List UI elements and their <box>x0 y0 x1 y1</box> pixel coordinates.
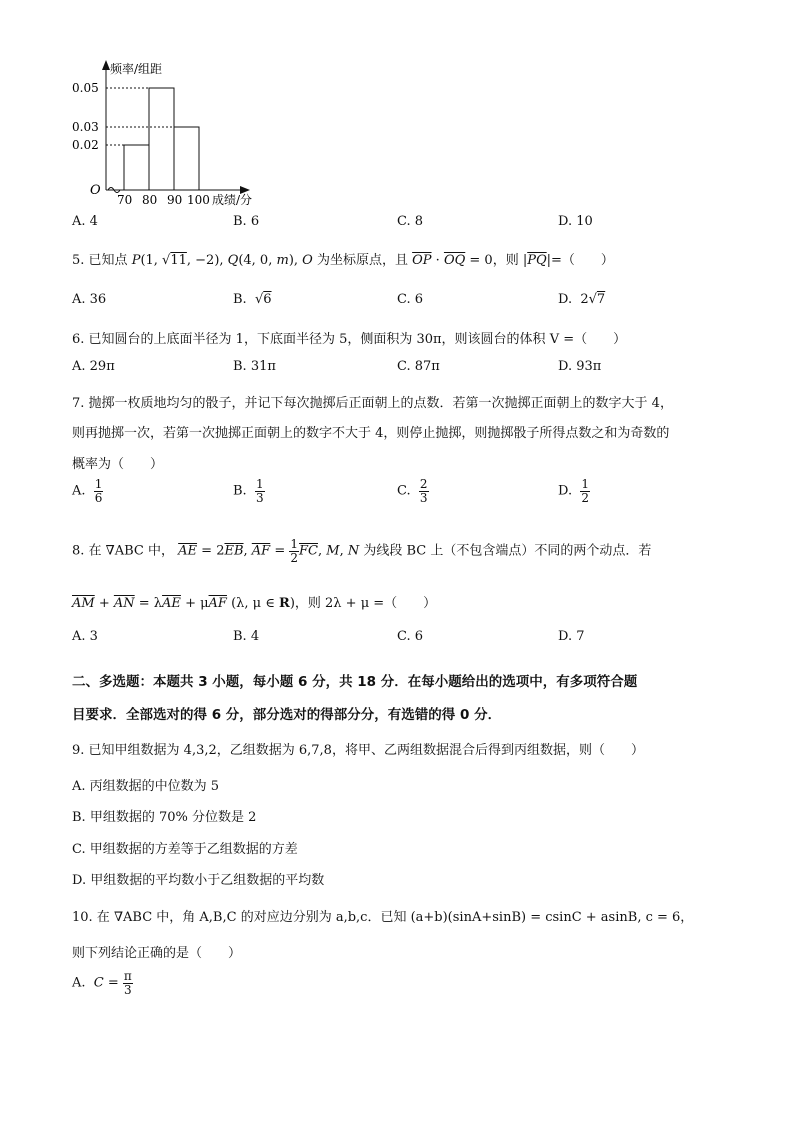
section2-heading-line-2: 目要求．全部选对的得 6 分，部分选对的得部分分，有选错的得 0 分． <box>72 707 502 723</box>
q5-option-c[interactable]: C. 6 <box>397 292 424 307</box>
x-axis-label: 成绩/分 <box>212 193 253 206</box>
xtick-70: 70 <box>117 193 133 206</box>
q8-option-d[interactable]: D. 7 <box>558 629 585 644</box>
q8-option-b[interactable]: B. 4 <box>233 629 260 644</box>
q8-line-1: 8. 在 ∇ABC 中， $\overline{AE} = 2\overline{EB}$, $\overline{AF}$ = $\frac{1}{2}$ $\overline{FC}$, M, N 为线段 BC 上（不包含端点）不同的两个动点．若 <box>72 537 652 565</box>
q7-option-a[interactable]: A. $\frac{1}{6}$ <box>72 477 103 505</box>
q5-vector-pq: $\overline{PQ}$ <box>527 253 547 268</box>
q5-option-d[interactable]: D. 2√7 <box>558 292 606 307</box>
q7-option-c[interactable]: C. $\frac{2}{3}$ <box>397 477 428 505</box>
q9-option-b[interactable]: B. 甲组数据的 70% 分位数是 2 <box>72 810 257 825</box>
q7-line-2: 则再抛掷一次，若第一次抛掷正面朝上的数字不大于 4，则停止抛掷，则抛掷骰子所得点数之和为奇数的 <box>72 426 670 441</box>
q6-option-b[interactable]: B. 31π <box>233 359 276 374</box>
q4-option-d[interactable]: D. 10 <box>558 214 593 229</box>
ytick-002: 0.02 <box>72 138 99 152</box>
q10-option-a[interactable]: A. C = $\frac{\pi}{3}$ <box>72 969 132 997</box>
q5-stem: 5. 已知点 P(1, √11, −2), Q(4, 0, m), O 为坐标原点，且 $\overline{OP} \cdot \overline{OQ} = 0$，则 $|\overline{PQ}|=$（ ） <box>72 253 614 268</box>
bar-90-100 <box>174 127 199 190</box>
q6-option-c[interactable]: C. 87π <box>397 359 440 374</box>
q4-option-a[interactable]: A. 4 <box>72 214 98 229</box>
origin-label: O <box>90 183 101 198</box>
q8-option-a[interactable]: A. 3 <box>72 629 98 644</box>
q5-vector-op: $\overline{OP}$ <box>412 253 432 268</box>
q6-option-d[interactable]: D. 93π <box>558 359 602 374</box>
xtick-80: 80 <box>142 193 158 206</box>
q5-option-a[interactable]: A. 36 <box>72 292 107 307</box>
q5-option-b[interactable]: B. √6 <box>233 292 272 307</box>
q8-option-c[interactable]: C. 6 <box>397 629 424 644</box>
y-axis-label: 频率/组距 <box>110 62 163 76</box>
section2-heading-line-1: 二、多选题：本题共 3 小题，每小题 6 分，共 18 分．在每小题给出的选项中，有多项符合题 <box>72 674 638 690</box>
q9-option-d[interactable]: D. 甲组数据的平均数小于乙组数据的平均数 <box>72 873 325 888</box>
q7-option-d[interactable]: D. $\frac{1}{2}$ <box>558 477 589 505</box>
bar-70-80 <box>124 145 149 190</box>
q7-line-3: 概率为（ ） <box>72 457 164 472</box>
histogram <box>66 56 276 206</box>
q5-text-c: ，则 <box>492 253 519 268</box>
q7-option-b[interactable]: B. $\frac{1}{3}$ <box>233 477 264 505</box>
ytick-005: 0.05 <box>72 81 99 95</box>
xtick-100: 100 <box>187 193 210 206</box>
q8-line-2: $\overline{AM} + \overline{AN} = \lambda\overline{AE} + \mu\overline{AF}$ (λ, μ ∈ R)，则 2λ + μ =（ ） <box>72 596 437 611</box>
bar-80-90 <box>149 88 174 190</box>
q5-text-a: 5. 已知点 <box>72 253 128 268</box>
q4-option-b[interactable]: B. 6 <box>233 214 260 229</box>
ytick-003: 0.03 <box>72 120 99 134</box>
q9-stem: 9. 已知甲组数据为 4,3,2，乙组数据为 6,7,8，将甲、乙两组数据混合后得到丙组数据，则（ ） <box>72 743 644 758</box>
q10-line-1: 10. 在 ∇ABC 中，角 A,B,C 的对应边分别为 a,b,c．已知 (a+b)(sinA+sinB) = csinC + asinB, c = 6， <box>72 910 694 925</box>
xtick-90: 90 <box>167 193 183 206</box>
q9-option-c[interactable]: C. 甲组数据的方差等于乙组数据的方差 <box>72 842 298 857</box>
q10-line-2: 则下列结论正确的是（ ） <box>72 946 242 961</box>
q6-stem: 6. 已知圆台的上底面半径为 1，下底面半径为 5，侧面积为 30π，则该圆台的体积 V =（ ） <box>72 332 627 347</box>
q6-option-a[interactable]: A. 29π <box>72 359 115 374</box>
y-axis-arrow <box>102 60 110 70</box>
q4-option-c[interactable]: C. 8 <box>397 214 424 229</box>
q7-line-1: 7. 抛掷一枚质地均匀的骰子，并记下每次抛掷后正面朝上的点数．若第一次抛掷正面朝上的数字大于 4， <box>72 396 673 411</box>
q9-option-a[interactable]: A. 丙组数据的中位数为 5 <box>72 779 220 794</box>
q5-text-b: 为坐标原点，且 <box>316 253 408 268</box>
q5-text-d: =（ ） <box>551 253 614 268</box>
q5-point-p: P <box>131 253 141 268</box>
